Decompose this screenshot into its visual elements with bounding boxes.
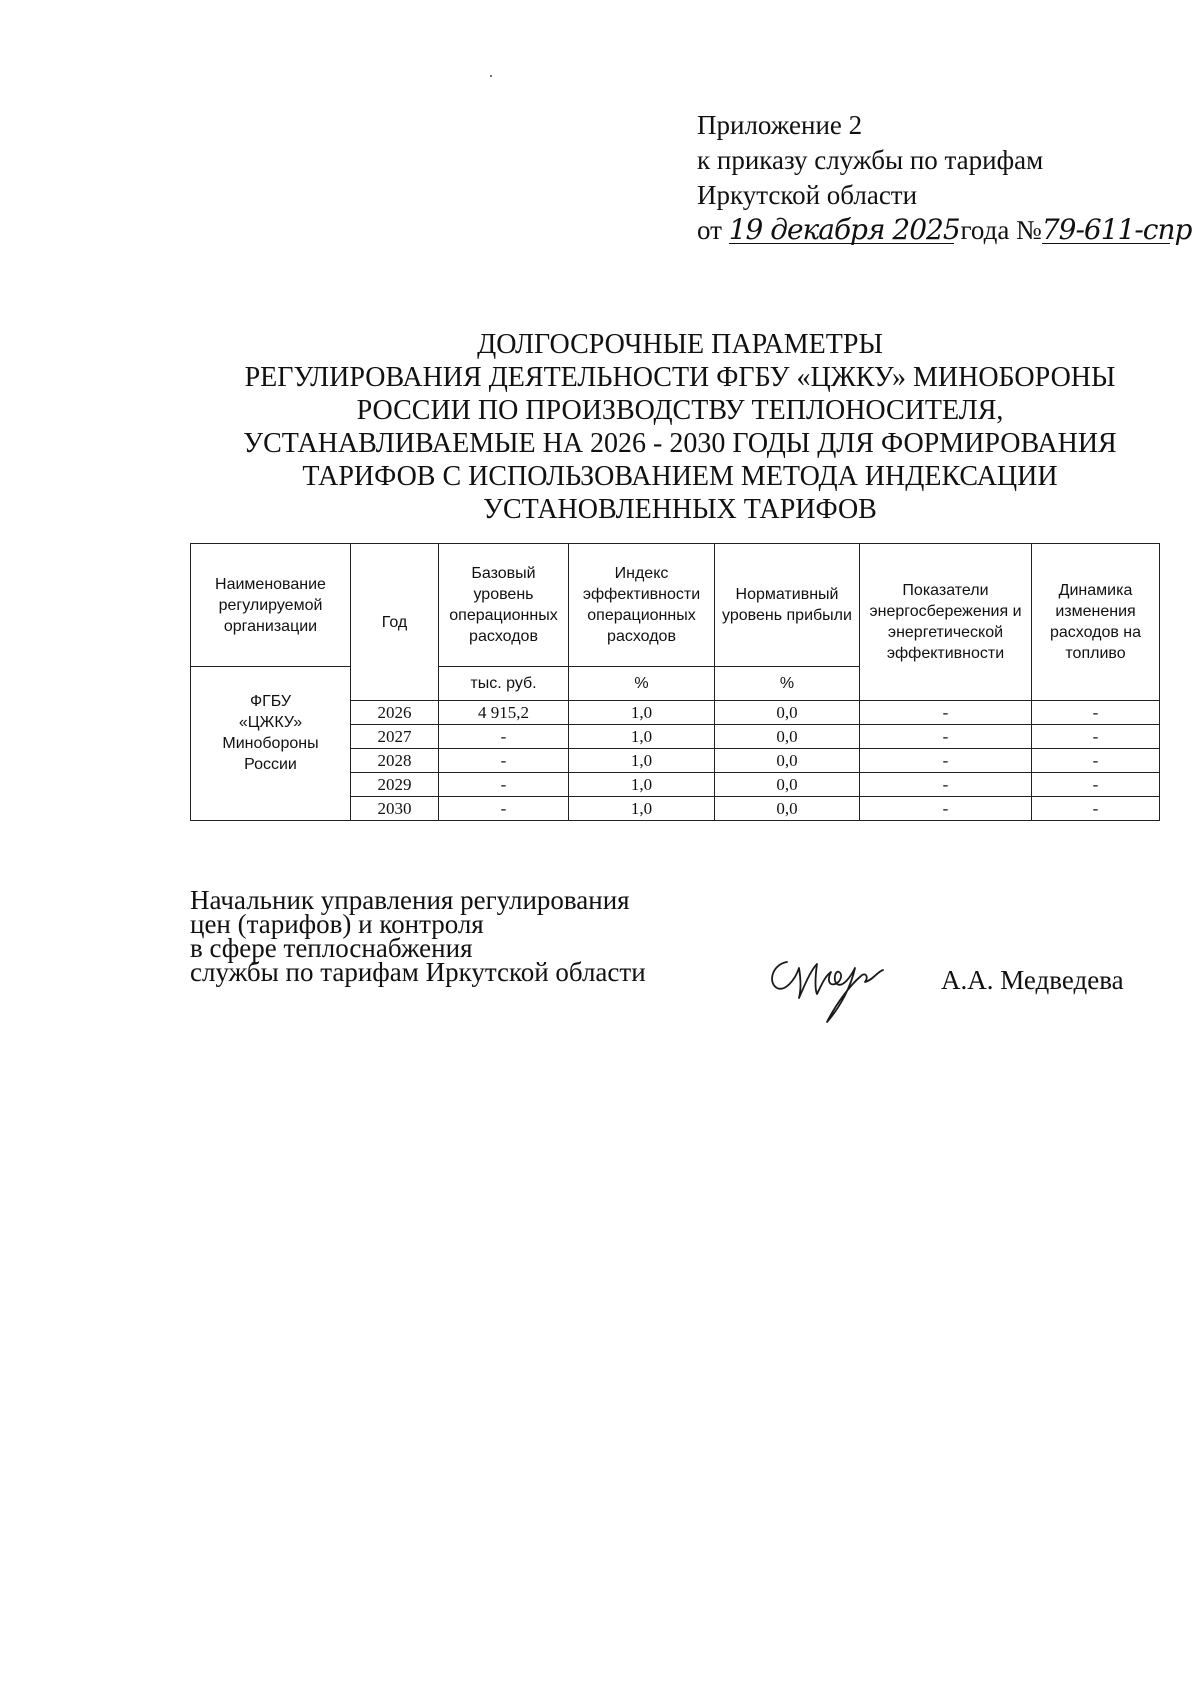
appendix-line-2: к приказу службы по тарифам (697, 145, 1044, 175)
cell-base-opex: - (439, 749, 569, 773)
from-prefix: от (697, 215, 722, 245)
header-energy-saving: Показатели энергосбережения и энергетической эффективности (860, 544, 1032, 701)
org-line-2: «ЦЖКУ» (238, 714, 303, 731)
title-line-2: РЕГУЛИРОВАНИЯ ДЕЯТЕЛЬНОСТИ ФГБУ «ЦЖКУ» МИНОБОРОНЫ (244, 362, 1116, 393)
cell-energy-saving: - (860, 773, 1032, 797)
handwritten-signature (765, 950, 915, 1030)
org-line-4: России (244, 756, 297, 773)
cell-year: 2027 (351, 725, 439, 749)
appendix-line-1: Приложение 2 (697, 110, 863, 140)
header-fuel-dynamics: Динамика изменения расходов на топливо (1032, 544, 1160, 701)
cell-profit-level: 0,0 (715, 749, 860, 773)
cell-year: 2029 (351, 773, 439, 797)
org-line-3: Минобороны (222, 735, 319, 752)
position-line-3: в сфере теплоснабжения (190, 933, 473, 963)
header-year: Год (351, 544, 439, 701)
unit-profit-level: % (715, 667, 860, 701)
cell-fuel-dynamics: - (1032, 701, 1160, 725)
position-line-4: службы по тарифам Иркутской области (190, 957, 646, 987)
title-line-5: ТАРИФОВ С ИСПОЛЬЗОВАНИЕМ МЕТОДА ИНДЕКСАЦИИ (302, 461, 1058, 492)
appendix-header (697, 108, 1192, 248)
header-profit-level: Нормативный уровень прибыли (715, 544, 860, 667)
title-line-1: ДОЛГОСРОЧНЫЕ ПАРАМЕТРЫ (477, 329, 883, 360)
title-line-3: РОССИИ ПО ПРОИЗВОДСТВУ ТЕПЛОНОСИТЕЛЯ, (356, 395, 1004, 426)
cell-base-opex: - (439, 725, 569, 749)
cell-efficiency-index: 1,0 (569, 725, 715, 749)
cell-efficiency-index: 1,0 (569, 749, 715, 773)
title-line-4: УСТАНАВЛИВАЕМЫЕ НА 2026 - 2030 ГОДЫ ДЛЯ ФОРМИРОВАНИЯ (243, 428, 1117, 459)
cell-year: 2030 (351, 797, 439, 821)
cell-year: 2026 (351, 701, 439, 725)
cell-profit-level: 0,0 (715, 797, 860, 821)
year-word: года № (960, 215, 1042, 245)
cell-year: 2028 (351, 749, 439, 773)
signatory-position (190, 885, 646, 987)
header-efficiency-index: Индекс эффективности операционных расходов (569, 544, 715, 667)
cell-base-opex: 4 915,2 (439, 701, 569, 725)
scan-speck (490, 75, 492, 77)
cell-energy-saving: - (860, 749, 1032, 773)
cell-energy-saving: - (860, 701, 1032, 725)
cell-energy-saving: - (860, 725, 1032, 749)
parameters-table (190, 543, 1160, 821)
cell-profit-level: 0,0 (715, 773, 860, 797)
signer-name: А.А. Медведева (941, 965, 1124, 995)
appendix-line-3: Иркутской области (697, 180, 918, 210)
header-base-opex: Базовый уровень операционных расходов (439, 544, 569, 667)
cell-fuel-dynamics: - (1032, 797, 1160, 821)
header-org: Наименование регулируемой организации (191, 544, 351, 667)
cell-profit-level: 0,0 (715, 701, 860, 725)
handwritten-order-number: 79-611-спр (1041, 213, 1192, 246)
unit-base-opex: тыс. руб. (439, 667, 569, 701)
position-line-2: цен (тарифов) и контроля (190, 909, 484, 939)
cell-efficiency-index: 1,0 (569, 701, 715, 725)
cell-fuel-dynamics: - (1032, 773, 1160, 797)
cell-fuel-dynamics: - (1032, 749, 1160, 773)
org-line-1: ФГБУ (249, 693, 292, 710)
cell-base-opex: - (439, 797, 569, 821)
position-line-1: Начальник управления регулирования (190, 885, 630, 915)
cell-base-opex: - (439, 773, 569, 797)
cell-efficiency-index: 1,0 (569, 773, 715, 797)
header-row (191, 544, 1160, 667)
appendix-date-line (697, 213, 1192, 248)
handwritten-date: 19 декабря 2025 (728, 213, 960, 246)
cell-efficiency-index: 1,0 (569, 797, 715, 821)
title-line-6: УСТАНОВЛЕННЫХ ТАРИФОВ (483, 494, 877, 525)
cell-energy-saving: - (860, 797, 1032, 821)
org-name-cell (191, 667, 351, 821)
unit-efficiency-index: % (569, 667, 715, 701)
cell-profit-level: 0,0 (715, 725, 860, 749)
document-title (180, 328, 1180, 526)
cell-fuel-dynamics: - (1032, 725, 1160, 749)
